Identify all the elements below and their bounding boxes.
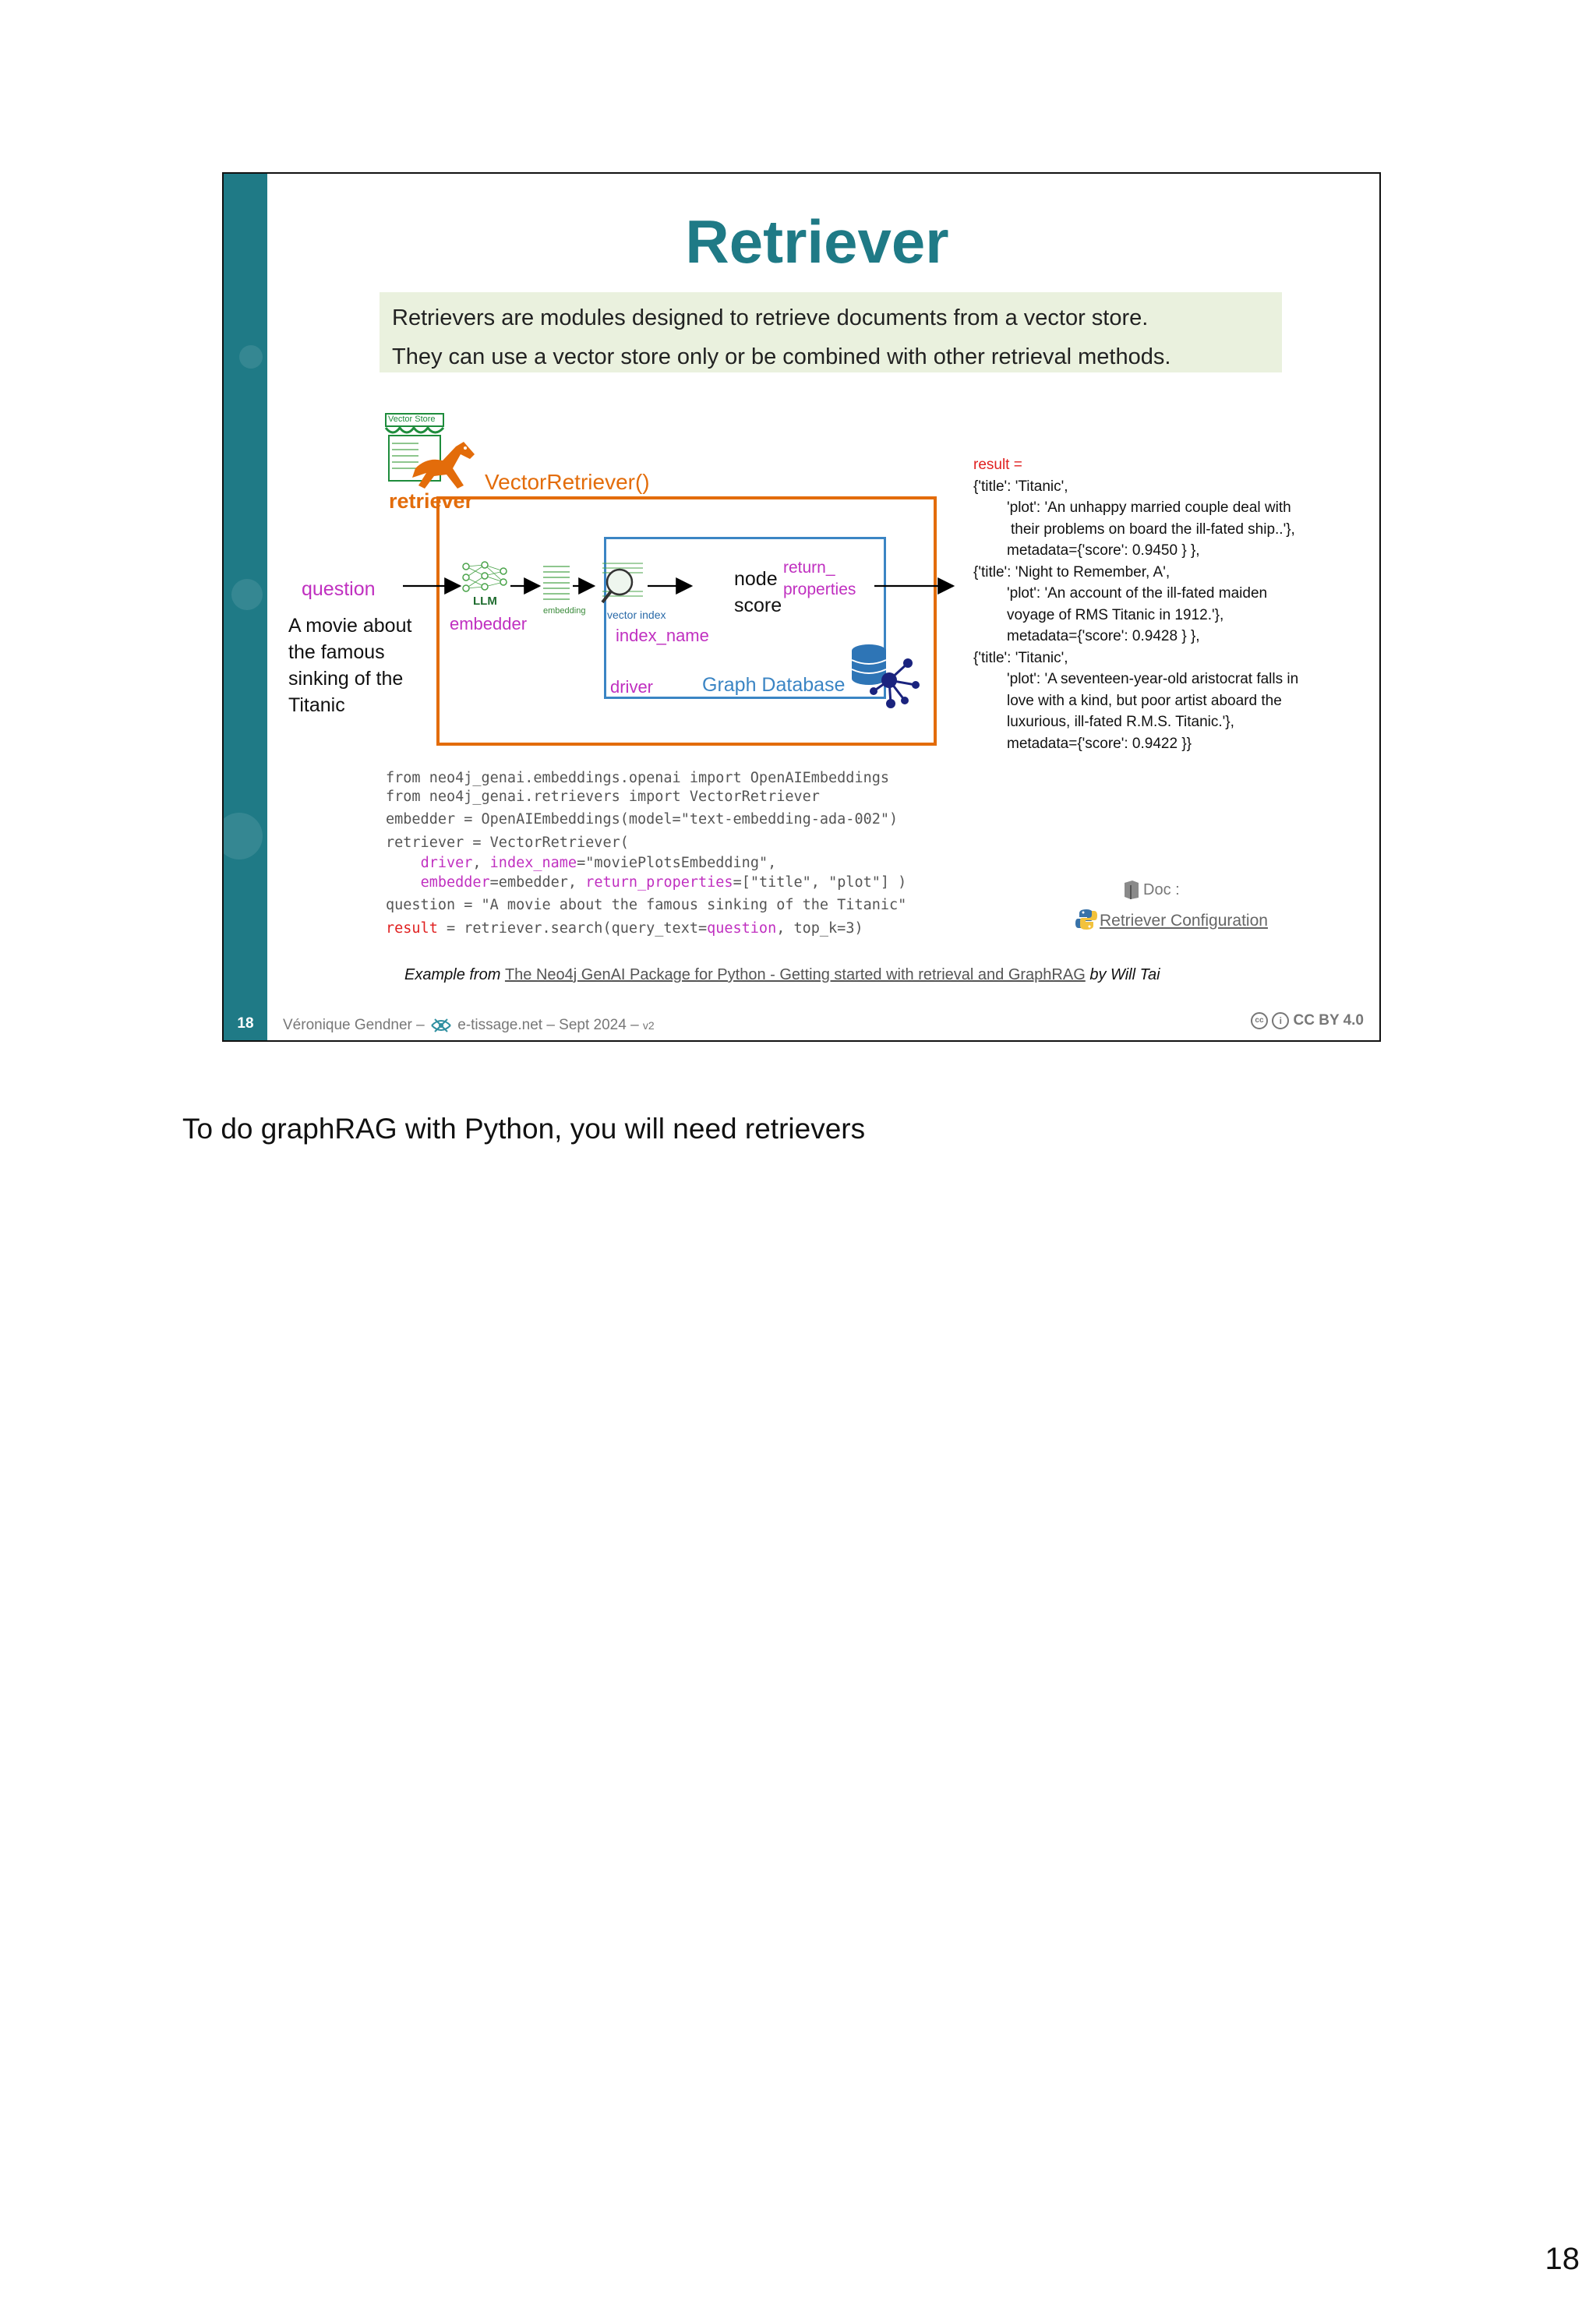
result-line: {'title': 'Titanic',: [973, 649, 1068, 666]
code-line: [386, 873, 906, 892]
score-label: score: [734, 595, 782, 616]
footer-author: Véronique Gendner –: [283, 1017, 425, 1034]
embedding-document-icon: [542, 563, 571, 604]
code-line: [386, 853, 906, 873]
question-label: question: [302, 578, 376, 600]
code-line: from neo4j_genai.retrievers import VectorRetriever: [386, 789, 820, 805]
result-line: {'title': 'Titanic',: [973, 478, 1068, 495]
footer-site: e-tissage.net – Sept 2024 –: [457, 1017, 639, 1034]
question-text-line: Titanic: [288, 694, 345, 716]
result-line: their problems on board the ill-fated ship..'},: [1011, 521, 1295, 538]
cc-icon: cc: [1251, 1012, 1268, 1029]
python-icon: [1075, 908, 1098, 931]
question-text: [288, 612, 411, 718]
embedding-label: embedding: [543, 606, 586, 616]
result-output: [973, 454, 1298, 754]
example-link[interactable]: The Neo4j GenAI Package for Python - Getting started with retrieval and GraphRAG: [504, 966, 1086, 983]
vector-index-icon: [596, 559, 648, 605]
embedder-label: embedder: [450, 614, 528, 633]
code-token: [386, 874, 421, 891]
result-line: voyage of RMS Titanic in 1912.'},: [1007, 606, 1224, 623]
result-line: metadata={'score': 0.9450 } },: [1007, 542, 1200, 559]
question-text-line: A movie about: [288, 615, 412, 637]
intro-line: They can use a vector store only or be combined with other retrieval methods.: [392, 344, 1171, 369]
code-token: driver: [420, 855, 473, 871]
vector-retriever-class-label: VectorRetriever(): [485, 470, 650, 494]
code-token: result: [386, 920, 438, 937]
return-properties-label-1: return_: [783, 559, 835, 577]
footer-version: v2: [642, 1019, 655, 1032]
result-line: luxurious, ill-fated R.M.S. Titanic.'},: [1007, 714, 1234, 730]
code-token: , top_k=3): [776, 920, 863, 937]
by-icon: i: [1272, 1012, 1289, 1029]
question-text-line: sinking of the: [288, 668, 404, 690]
vector-index-label: vector index: [607, 609, 666, 621]
code-line: retriever = VectorRetriever(: [386, 835, 629, 851]
result-line: metadata={'score': 0.9422 }}: [1007, 735, 1192, 752]
code-token: = retriever.search(query_text=: [437, 920, 708, 937]
code-token: question: [707, 920, 777, 937]
code-token: embedder: [420, 874, 490, 891]
doc-label: Doc :: [1143, 881, 1180, 898]
retriever-configuration-link[interactable]: Retriever Configuration: [1100, 912, 1268, 930]
code-line: embedder = OpenAIEmbeddings(model="text-embedding-ada-002"): [386, 811, 899, 828]
result-line: metadata={'score': 0.9428 } },: [1007, 628, 1200, 644]
example-source: [404, 966, 1160, 984]
result-header: result =: [973, 457, 1022, 473]
question-text-line: the famous: [288, 641, 385, 663]
slide-number: 18: [237, 1015, 254, 1032]
example-prefix: Example from: [404, 966, 501, 983]
code-token: ,: [472, 855, 490, 871]
code-line: from neo4j_genai.embeddings.openai import OpenAIEmbeddings: [386, 770, 890, 786]
slide-title: Retriever: [685, 207, 949, 276]
driver-label: driver: [610, 677, 654, 697]
node-label: node: [734, 568, 778, 590]
result-line: love with a kind, but poor artist aboard the: [1007, 692, 1282, 709]
intro-line: Retrievers are modules designed to retrieve documents from a vector store.: [392, 305, 1149, 330]
license-label: CC BY 4.0: [1293, 1012, 1364, 1029]
graph-database-label: Graph Database: [702, 674, 846, 696]
code-token: return_properties: [585, 874, 733, 891]
code-token: index_name: [489, 855, 577, 871]
page-number: 18: [1545, 2242, 1580, 2276]
code-block: [386, 769, 906, 939]
slide-footer: [283, 1015, 655, 1036]
retriever-label: retriever: [389, 489, 474, 513]
doc-book-icon: [1122, 880, 1141, 900]
code-token: ="moviePlotsEmbedding",: [577, 855, 777, 871]
page-caption: To do graphRAG with Python, you will need retrievers: [182, 1113, 866, 1145]
code-token: [386, 855, 421, 871]
result-line: 'plot': 'A seventeen-year-old aristocrat falls in: [1007, 671, 1299, 687]
code-token: =embedder,: [489, 874, 586, 891]
result-line: 'plot': 'An unhappy married couple deal with: [1007, 499, 1291, 516]
vector-store-label: Vector Store: [388, 415, 436, 424]
license-badge: [1251, 1012, 1364, 1029]
result-line: {'title': 'Night to Remember, A',: [973, 563, 1171, 581]
index-name-label: index_name: [616, 626, 709, 645]
llm-label: LLM: [473, 595, 497, 608]
return-properties-label-2: properties: [783, 581, 856, 598]
code-line: question = "A movie about the famous sinking of the Titanic": [386, 897, 907, 913]
slide: [222, 172, 1381, 1042]
code-token: =["title", "plot"] ): [733, 874, 907, 891]
code-line: [386, 918, 906, 939]
e-tissage-logo-icon: [429, 1015, 454, 1036]
example-suffix: by Will Tai: [1089, 966, 1160, 983]
result-line: 'plot': 'An account of the ill-fated maiden: [1007, 585, 1268, 602]
graph-database-icon: [850, 641, 920, 708]
